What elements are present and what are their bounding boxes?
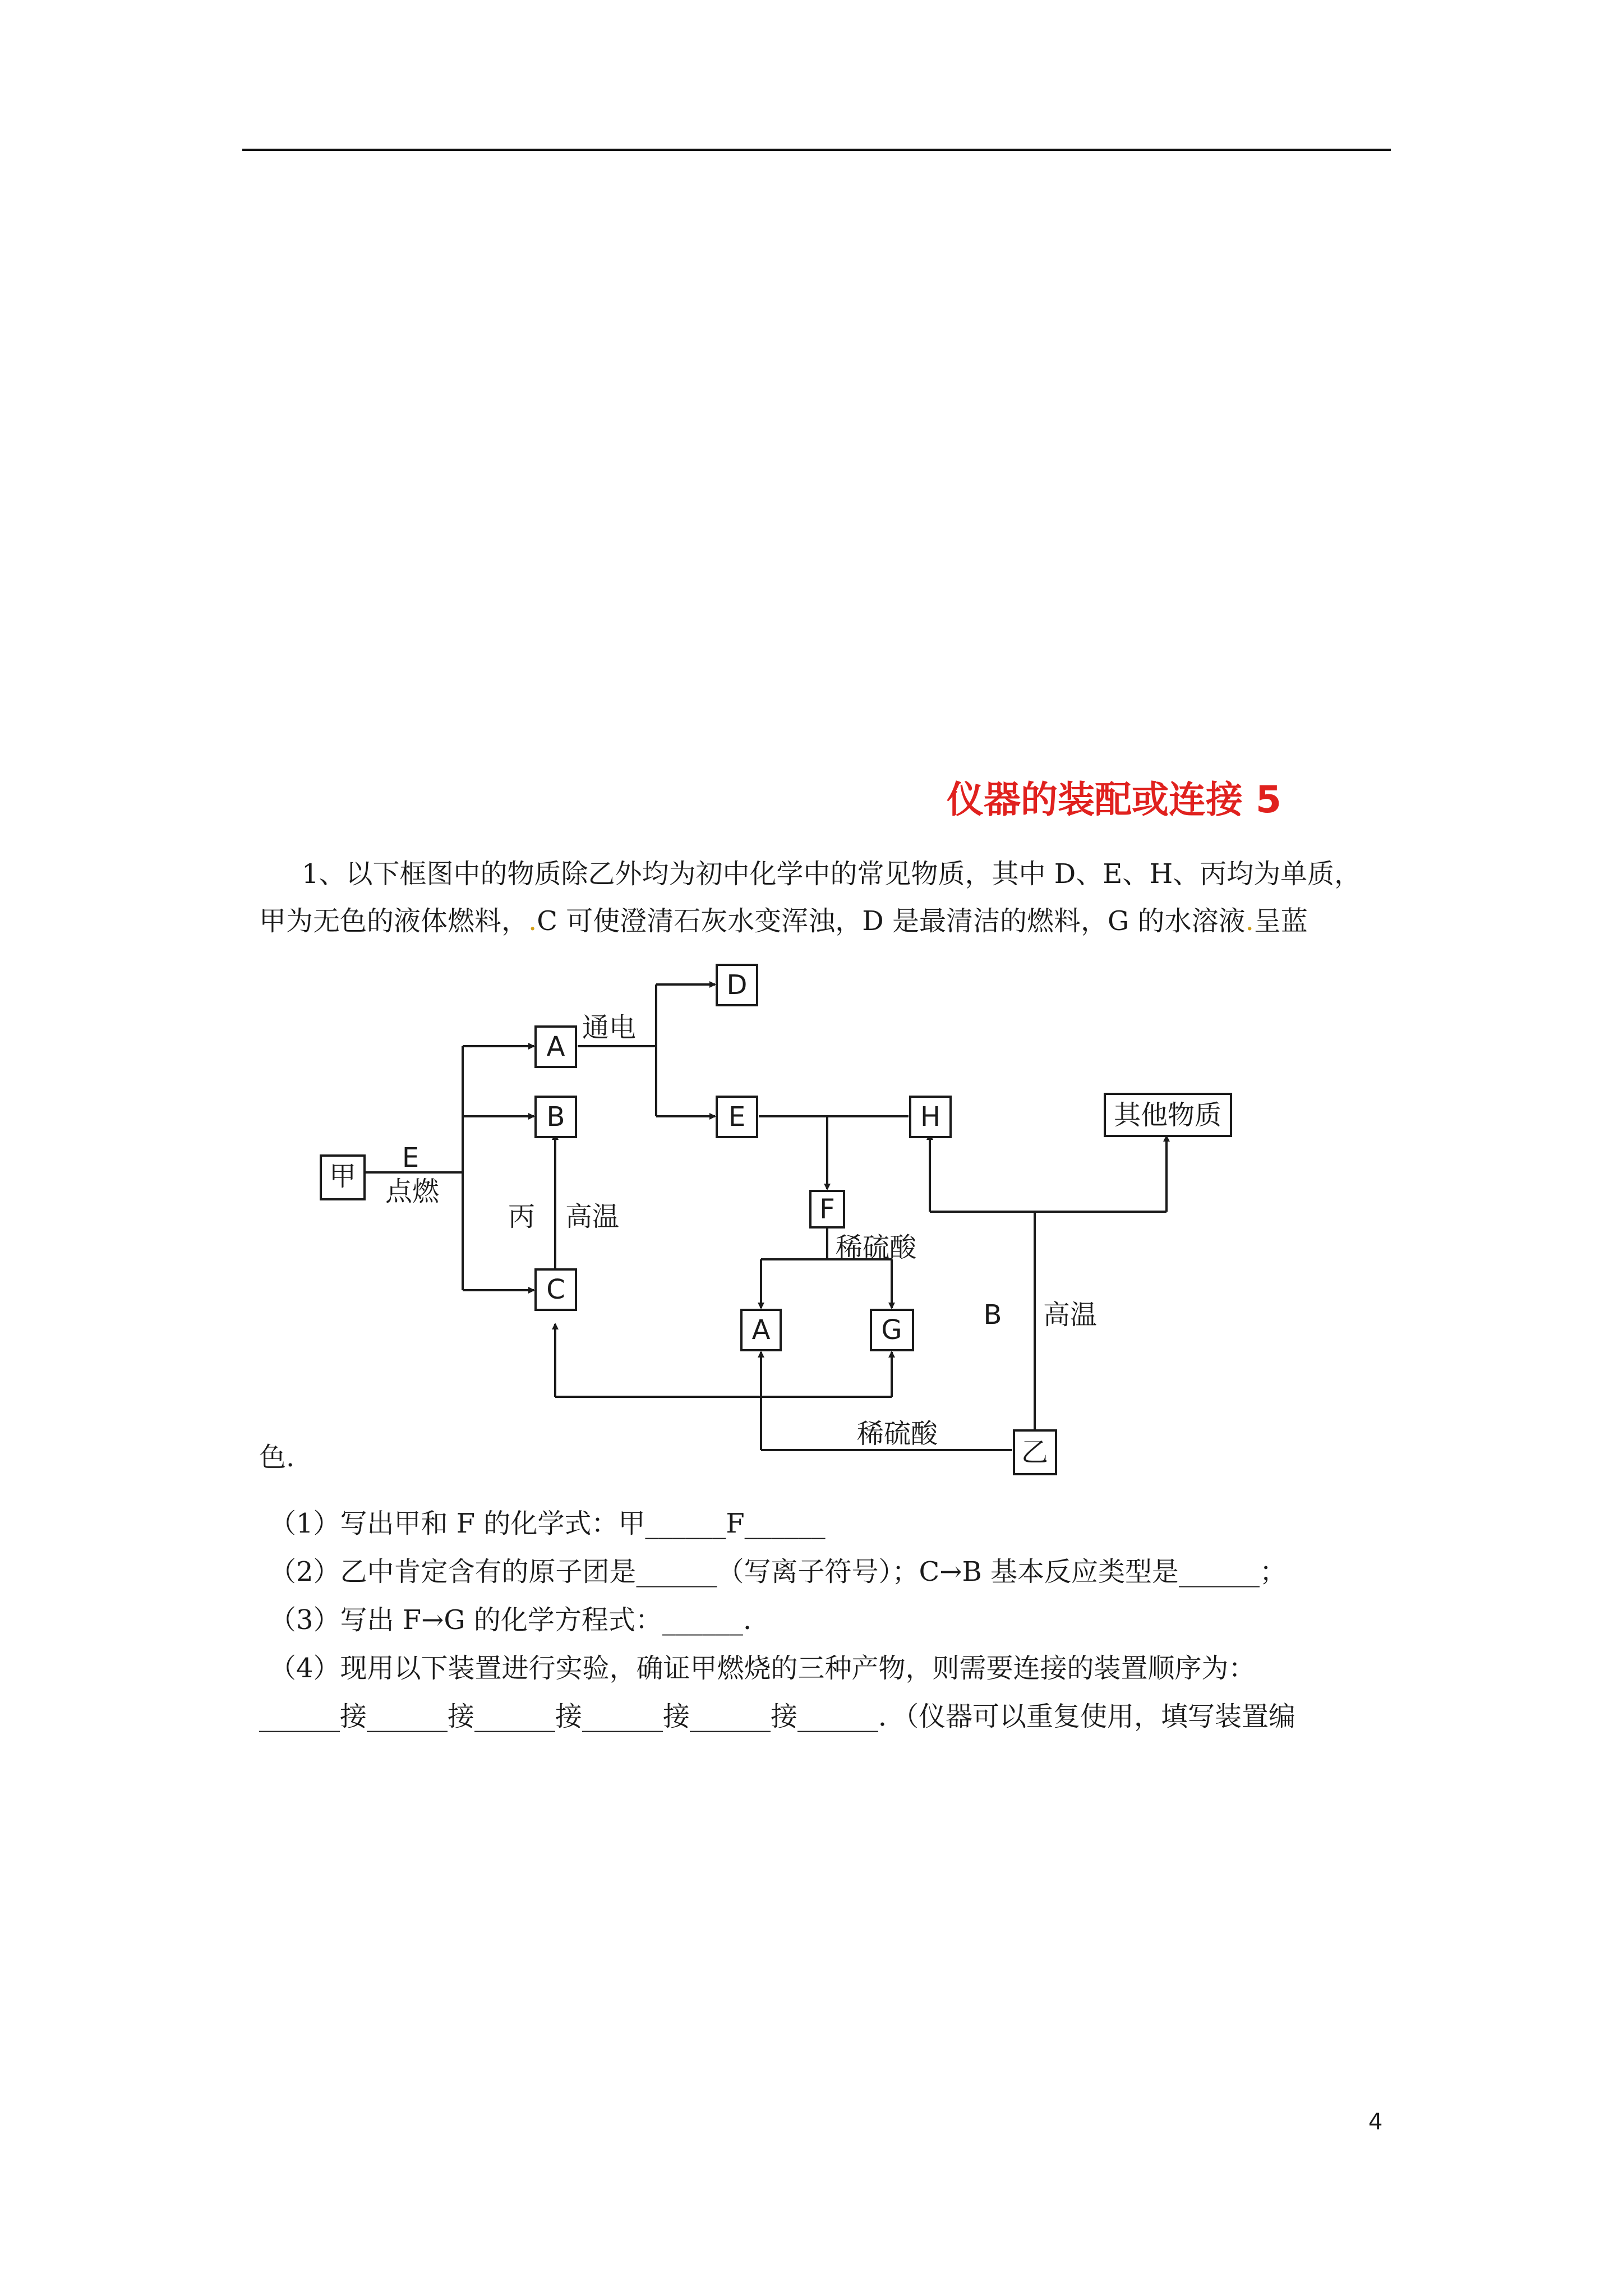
svg-text:乙: 乙 [1021,1437,1049,1468]
edit-mark: . [528,905,537,937]
node-B [536,1097,576,1137]
svg-text:甲: 甲 [329,1161,357,1192]
page-title: 仪器的装配或连接 5 [947,778,1281,821]
label-ignite: 点燃 [385,1176,440,1207]
node-G [871,1310,913,1350]
node-C [536,1269,576,1310]
intro-line-2-b: C 可使澄清石灰水变浑浊，D 是最清洁的燃料，G 的水溶液 [537,905,1246,937]
node-E [717,1097,757,1137]
node-yi [1014,1430,1056,1474]
svg-text:D: D [726,969,748,1001]
node-F [810,1191,844,1227]
label-bing: 丙 [508,1201,536,1232]
svg-text:H: H [920,1101,941,1133]
label-B: B [983,1299,1002,1331]
node-A-bottom [741,1310,781,1350]
page-number: 4 [1368,2109,1383,2135]
svg-text:G: G [881,1314,902,1346]
svg-text:F: F [819,1194,835,1225]
label-dilute-h2so4-1: 稀硫酸 [836,1232,917,1263]
header-rule [242,149,1391,151]
question-4-line-1: （4）现用以下装置进行实验，确证甲燃烧的三种产物，则需要连接的装置顺序为： [269,1653,1256,1684]
node-jia [321,1156,365,1199]
intro-line-2-c: 呈蓝 [1253,905,1308,937]
label-electrolysis: 通电 [582,1012,637,1043]
reaction-flow-diagram [314,954,1267,1481]
label-E: E [402,1142,419,1174]
label-high-temp-2: 高温 [1043,1299,1098,1331]
svg-text:A: A [751,1314,771,1346]
svg-text:E: E [728,1101,746,1133]
svg-text:其他物质: 其他物质 [1113,1099,1222,1131]
question-1: （1）写出甲和 F 的化学式：甲______F______ [269,1508,826,1539]
question-4-line-2: ______接______接______接______接______接______．（仪器可以重复使用，填写装置编 [259,1701,1296,1732]
svg-text:A: A [546,1031,565,1062]
question-3: （3）写出 F→G 的化学方程式：______. [269,1604,752,1636]
intro-line-2 [259,904,1308,938]
intro-line-3: 色. [259,1442,295,1473]
node-other [1105,1094,1231,1136]
svg-text:C: C [546,1274,565,1305]
edit-mark: . [1245,905,1254,937]
node-D [717,965,757,1005]
svg-text:B: B [546,1101,565,1133]
label-high-temp-1: 高温 [565,1201,620,1232]
node-A-top [536,1027,576,1067]
intro-line-2-a: 甲为无色的液体燃料， [259,905,529,937]
node-H [910,1097,951,1137]
question-2: （2）乙中肯定含有的原子团是______（写离子符号）；C→B 基本反应类型是______； [269,1556,1287,1588]
intro-line-1: 1、以下框图中的物质除乙外均为初中化学中的常见物质，其中 D、E、H、丙均为单质， [302,858,1362,890]
label-dilute-h2so4-2: 稀硫酸 [856,1418,938,1450]
